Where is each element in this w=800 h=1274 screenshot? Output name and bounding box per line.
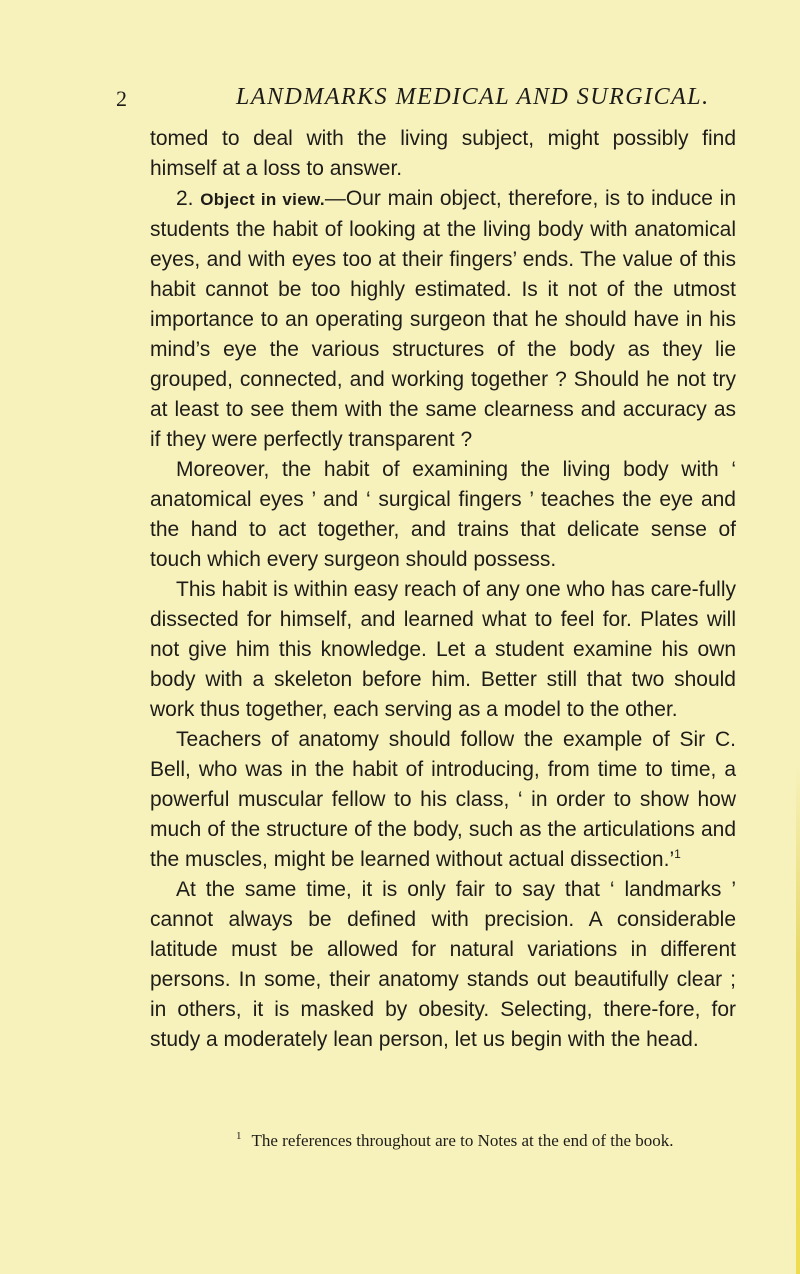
section-heading: Object in view. bbox=[200, 190, 325, 209]
page-number: 2 bbox=[116, 86, 127, 111]
paragraph-6: At the same time, it is only fair to say that ‘ landmarks ’ cannot always be defined with precision. A considerable latitude must be allowed for natural variations in different persons. In some, their anatomy stands out beautifully clear ; in others, it is masked by obesity. Selecting, there-fore, for study a moderately lean person, let us begin with the head. bbox=[150, 878, 736, 1051]
footnote-text: The references throughout are to Notes at the end of the book. bbox=[251, 1131, 674, 1150]
paragraph-5-text: Teachers of anatomy should follow the example of Sir C. Bell, who was in the habit of introducing, from time to time, a powerful muscular fellow to his class, ‘ in order to show how much of the structure of the body, such as the articulations and the muscles, might be learned without actual dissection.’ bbox=[150, 728, 736, 871]
paragraph-2 bbox=[150, 184, 736, 455]
paragraph-2-text: —Our main object, therefore, is to induce in students the habit of looking at the living body with anatomical eyes, and with eyes too at their fingers’ ends. The value of this habit cannot be too highly estimated. Is it not of the utmost importance to an operating surgeon that he should have in his mind’s eye the various structures of the body as they lie grouped, connected, and working together ? Should he not try at least to see them with the same clearness and accuracy as if they were perfectly transparent ? bbox=[150, 187, 737, 451]
running-title: LANDMARKS MEDICAL AND SURGICAL. bbox=[236, 84, 710, 110]
paragraph-5 bbox=[150, 725, 736, 875]
footnote-mark: 1 bbox=[236, 1130, 242, 1143]
footnote-reference: 1 bbox=[674, 847, 681, 861]
page-edge-stain bbox=[796, 0, 800, 1274]
footnote bbox=[236, 1131, 756, 1151]
paragraph-1: tomed to deal with the living subject, might possibly find himself at a loss to answer. bbox=[150, 127, 736, 180]
section-number: 2. bbox=[176, 187, 194, 210]
paragraph-4: This habit is within easy reach of any one who has care-fully dissected for himself, and learned what to feel for. Plates will not give him this knowledge. Let a student examine his own body with a skeleton before him. Better still that two should work thus together, each serving as a model to the other. bbox=[150, 578, 736, 721]
paragraph-3: Moreover, the habit of examining the living body with ‘ anatomical eyes ’ and ‘ surgical fingers ’ teaches the eye and the hand to act together, and trains that delicate sense of touch which every surgeon should possess. bbox=[150, 458, 736, 571]
body-text bbox=[150, 124, 736, 1055]
